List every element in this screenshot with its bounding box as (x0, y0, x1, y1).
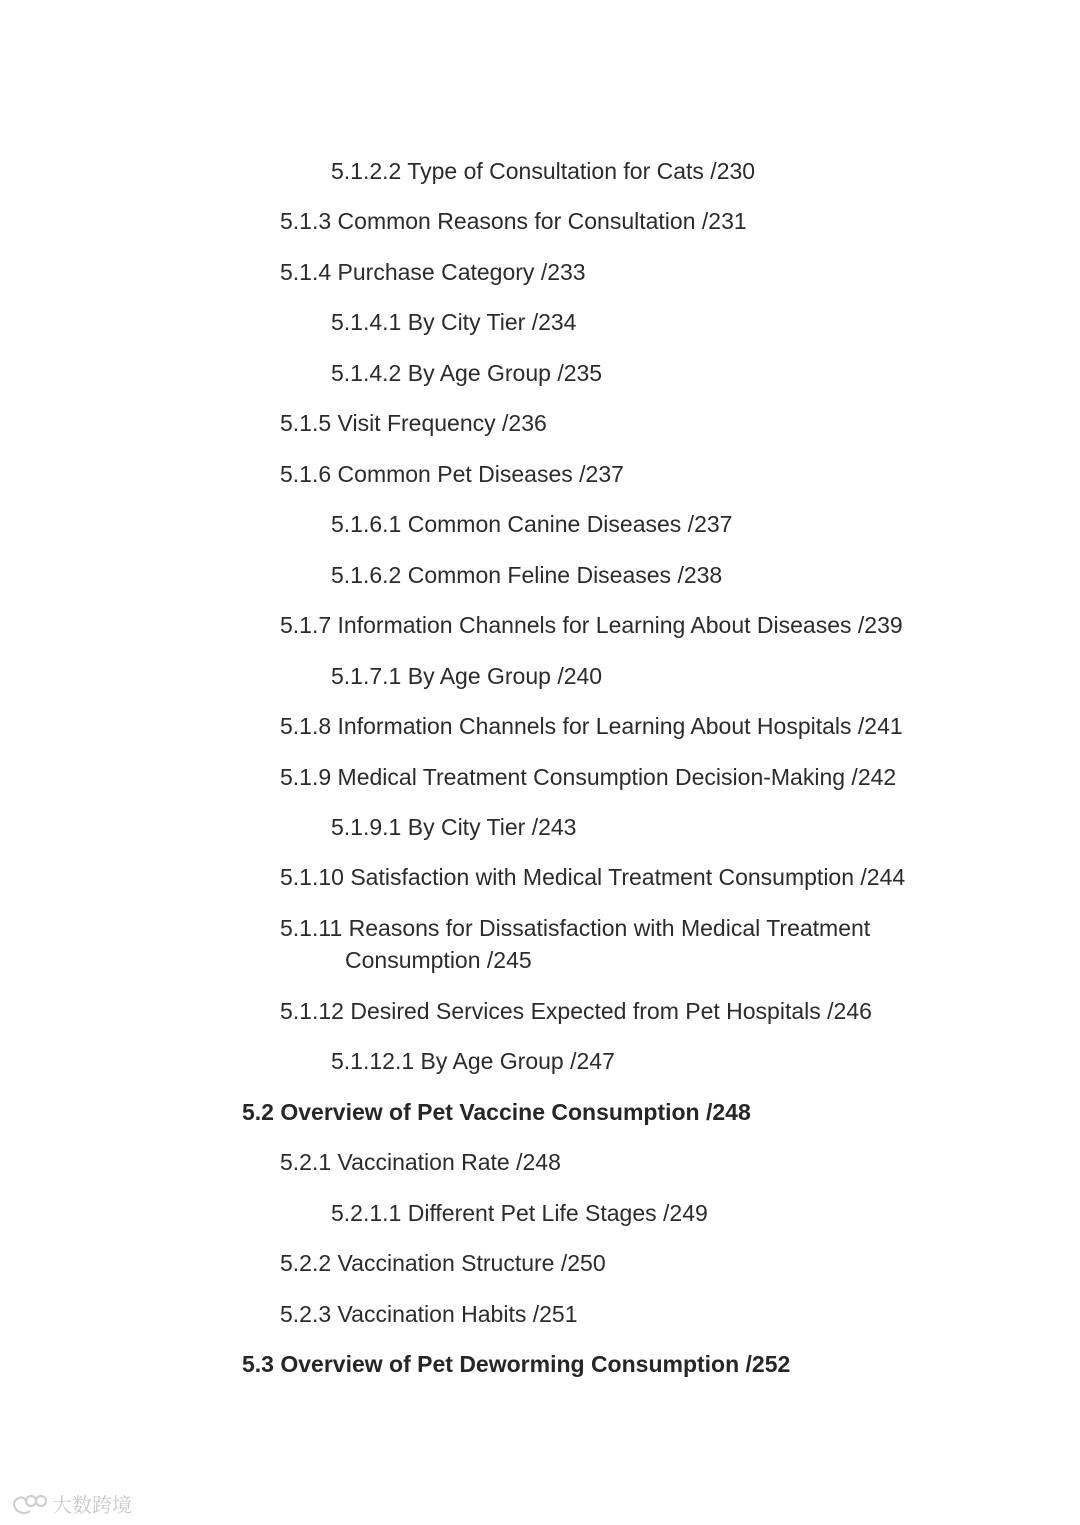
toc-entry[interactable]: 5.1.9.1 By City Tier /243 (331, 814, 577, 840)
toc-entry[interactable]: 5.2.3 Vaccination Habits /251 (280, 1301, 578, 1327)
toc-entry[interactable]: 5.1.4.2 By Age Group /235 (331, 360, 603, 386)
toc-entry[interactable]: 5.1.4 Purchase Category /233 (280, 259, 586, 285)
toc-entry[interactable]: 5.2.1.1 Different Pet Life Stages /249 (331, 1200, 708, 1226)
watermark (10, 1489, 132, 1518)
toc-entry-continuation: Consumption /245 (345, 947, 532, 973)
eye-logo-icon (10, 1491, 48, 1517)
watermark-text: 大数跨境 (52, 1493, 132, 1517)
toc-entry[interactable]: 5.1.5 Visit Frequency /236 (280, 410, 547, 436)
toc-entry[interactable]: 5.1.8 Information Channels for Learning About Hospitals /241 (280, 713, 903, 739)
toc-entry-multiline[interactable] (280, 912, 870, 976)
toc-entry[interactable]: 5.2.2 Vaccination Structure /250 (280, 1250, 606, 1276)
toc-entry[interactable]: 5.1.6 Common Pet Diseases /237 (280, 461, 624, 487)
toc-entry[interactable]: 5.1.10 Satisfaction with Medical Treatment Consumption /244 (280, 864, 906, 890)
toc-section-heading[interactable]: 5.3 Overview of Pet Deworming Consumption /252 (242, 1351, 791, 1377)
toc-entry[interactable]: 5.1.3 Common Reasons for Consultation /231 (280, 208, 747, 234)
toc-section-heading[interactable]: 5.2 Overview of Pet Vaccine Consumption /248 (242, 1099, 751, 1125)
toc-entry[interactable]: 5.1.12 Desired Services Expected from Pet Hospitals /246 (280, 998, 872, 1024)
toc-entry[interactable]: 5.1.7.1 By Age Group /240 (331, 663, 603, 689)
toc-entry[interactable]: 5.1.4.1 By City Tier /234 (331, 309, 577, 335)
toc-entry[interactable]: 5.1.6.2 Common Feline Diseases /238 (331, 562, 723, 588)
toc-entry[interactable]: 5.1.9 Medical Treatment Consumption Decision-Making /242 (280, 764, 897, 790)
toc-entry[interactable]: 5.1.6.1 Common Canine Diseases /237 (331, 511, 733, 537)
toc-entry[interactable]: 5.2.1 Vaccination Rate /248 (280, 1149, 561, 1175)
toc-entry[interactable]: 5.1.2.2 Type of Consultation for Cats /230 (331, 158, 756, 184)
toc-entry[interactable]: 5.1.12.1 By Age Group /247 (331, 1048, 615, 1074)
toc-entry[interactable]: 5.1.7 Information Channels for Learning About Diseases /239 (280, 612, 903, 638)
toc-entry-line: 5.1.11 Reasons for Dissatisfaction with Medical Treatment (280, 915, 871, 941)
